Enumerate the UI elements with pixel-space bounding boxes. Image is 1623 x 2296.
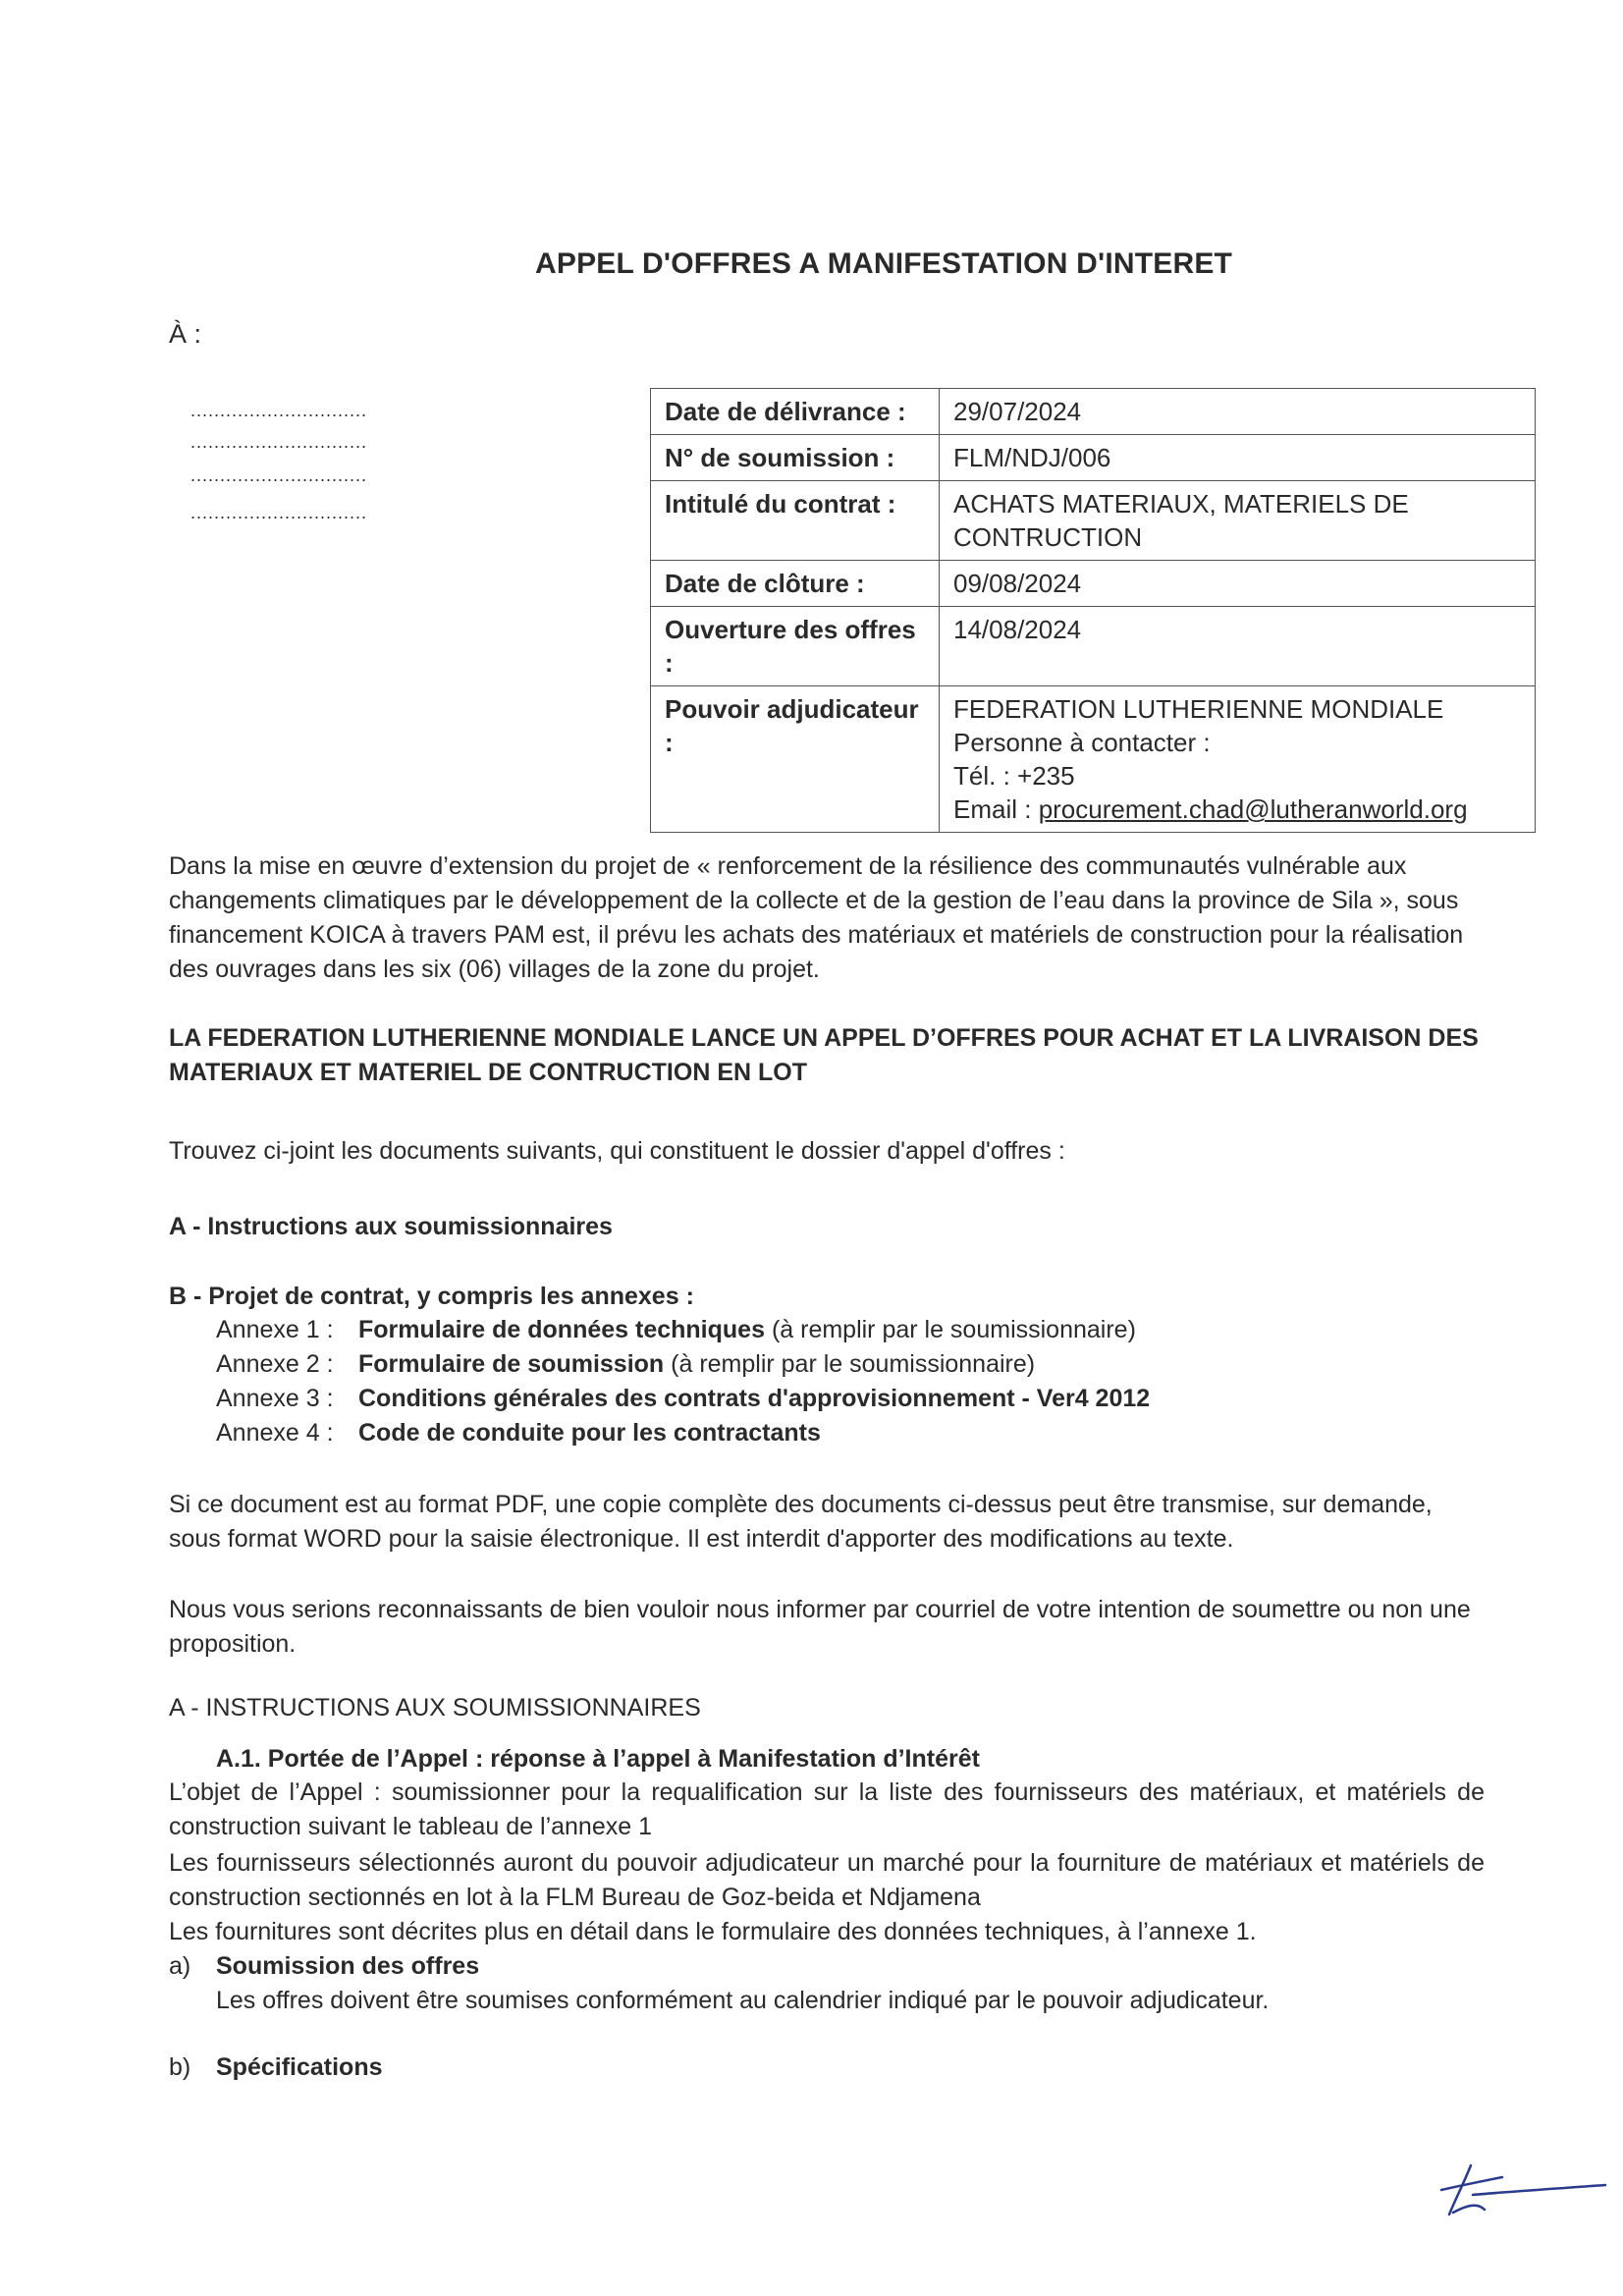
section-a-title: A - INSTRUCTIONS AUX SOUMISSIONNAIRES: [169, 1694, 701, 1722]
field-label: Date de clôture :: [651, 561, 940, 607]
annex-note: (à remplir par le soumissionnaire): [671, 1350, 1036, 1378]
annex-title: Conditions générales des contrats d'approvisionnement - Ver4 2012: [358, 1385, 1151, 1412]
contact-person: Personne à contacter :: [953, 728, 1211, 757]
annex-item: [216, 1347, 1035, 1381]
annex-note: (à remplir par le soumissionnaire): [771, 1316, 1136, 1343]
field-label: Intitulé du contrat :: [651, 481, 940, 561]
signature-mark: [1434, 2156, 1610, 2224]
a1-paragraph: Les fournitures sont décrites plus en détail dans le formulaire des données techniques, à l’annexe 1.: [169, 1918, 1257, 1945]
annex-title: Formulaire de données techniques: [358, 1316, 765, 1343]
field-value: 29/07/2024: [940, 389, 1536, 435]
sub-a-title: Soumission des offres: [216, 1952, 480, 1980]
sub-b-letter: b): [169, 2053, 191, 2081]
recipient-label: À :: [169, 319, 202, 349]
email-label: Email :: [953, 794, 1039, 824]
annex-number: Annexe 4 :: [216, 1419, 334, 1447]
authority-name: FEDERATION LUTHERIENNE MONDIALE: [953, 694, 1444, 724]
address-line: ..............................: [190, 503, 368, 522]
annex-item: [216, 1313, 1136, 1346]
table-row: [651, 481, 1536, 561]
documents-intro: Trouvez ci-joint les documents suivants, qui constituent le dossier d'appel d'offres :: [169, 1137, 1065, 1165]
field-label: Ouverture des offres :: [651, 607, 940, 686]
field-value: [940, 686, 1536, 833]
a1-paragraph: Les fournisseurs sélectionnés auront du pouvoir adjudicateur un marché pour la fourniture de matériaux et matériels de construction sectionnés en lot à la FLM Bureau de Goz-beida et Ndjamena: [169, 1849, 1485, 1911]
table-row: [651, 435, 1536, 481]
table-row: [651, 686, 1536, 833]
a1-title: A.1. Portée de l’Appel : réponse à l’appel à Manifestation d’Intérêt: [216, 1745, 980, 1773]
contact-email-row: [953, 793, 1521, 826]
sub-a-letter: a): [169, 1952, 191, 1980]
table-row: [651, 561, 1536, 607]
sub-a-text: Les offres doivent être soumises conformément au calendrier indiqué par le pouvoir adjudicateur.: [216, 1987, 1270, 2014]
field-label: Pouvoir adjudicateur :: [651, 686, 940, 833]
field-value: 09/08/2024: [940, 561, 1536, 607]
annex-item: [216, 1416, 821, 1449]
annex-number: Annexe 1 :: [216, 1316, 334, 1343]
document-title: APPEL D'OFFRES A MANIFESTATION D'INTERET: [535, 247, 1233, 280]
item-a: A - Instructions aux soumissionnaires: [169, 1213, 613, 1240]
address-line: ..............................: [190, 432, 368, 452]
table-row: [651, 389, 1536, 435]
item-b: B - Projet de contrat, y compris les annexes :: [169, 1283, 694, 1310]
annex-item: [216, 1382, 1150, 1415]
sub-b-title: Spécifications: [216, 2053, 383, 2081]
annex-number: Annexe 3 :: [216, 1385, 334, 1412]
field-label: N° de soumission :: [651, 435, 940, 481]
annex-title: Code de conduite pour les contractants: [358, 1419, 821, 1447]
field-value: 14/08/2024: [940, 607, 1536, 686]
table-row: [651, 607, 1536, 686]
field-value: FLM/NDJ/006: [940, 435, 1536, 481]
address-line: ..............................: [190, 401, 368, 420]
email-link[interactable]: procurement.chad@lutheranworld.org: [1038, 794, 1468, 824]
inform-note: Nous vous serions reconnaissants de bien vouloir nous informer par courriel de votre intention de soumettre ou non une proposition.: [169, 1596, 1471, 1658]
a1-paragraph: L’objet de l’Appel : soumissionner pour la requalification sur la liste des fournisseurs des matériaux, et matériels de construction suivant le tableau de l’annexe 1: [169, 1778, 1485, 1840]
contact-phone: Tél. : +235: [953, 761, 1075, 791]
field-label: Date de délivrance :: [651, 389, 940, 435]
address-line: ..............................: [190, 465, 368, 485]
field-value: ACHATS MATERIAUX, MATERIELS DE CONTRUCTION: [940, 481, 1536, 561]
annex-title: Formulaire de soumission: [358, 1350, 665, 1378]
submission-info-table: [650, 388, 1536, 833]
annex-number: Annexe 2 :: [216, 1350, 334, 1378]
intro-paragraph: Dans la mise en œuvre d’extension du projet de « renforcement de la résilience des communautés vulnérable aux changements climatiques par le développement de la collecte et de la gestion de l’eau dans la province de Sila », sous financement KOICA à travers PAM est, il prévu les achats des matériaux et matériels de construction pour la réalisation des ouvrages dans les six (06) villages de la zone du projet.: [169, 852, 1464, 983]
announcement-heading: LA FEDERATION LUTHERIENNE MONDIALE LANCE UN APPEL D’OFFRES POUR ACHAT ET LA LIVRAISON DES MATERIAUX ET MATERIEL DE CONTRUCTION EN LOT: [169, 1024, 1479, 1086]
pdf-note: Si ce document est au format PDF, une copie complète des documents ci-dessus peut être transmise, sur demande, sous format WORD pour la saisie électronique. Il est interdit d'apporter des modifications au texte.: [169, 1491, 1433, 1553]
